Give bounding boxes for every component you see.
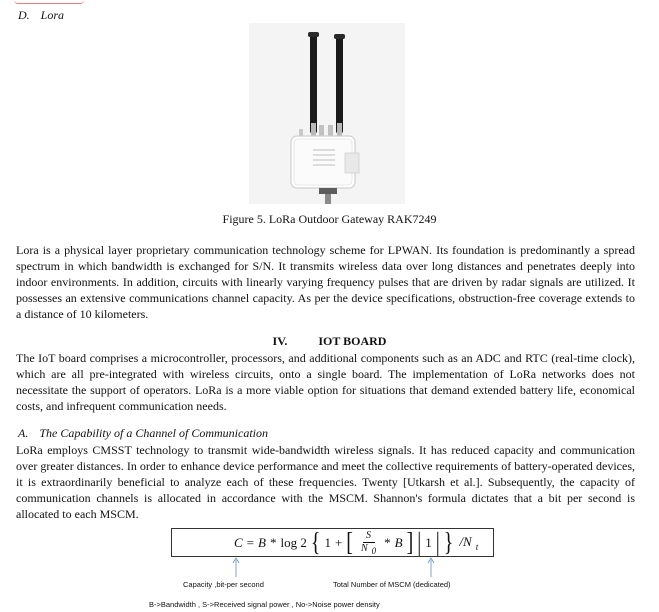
formula-plus: + [334, 535, 343, 550]
formula-div-sub: t [475, 541, 479, 552]
main-heading-number: IV. [272, 334, 288, 348]
pipe-close: | [435, 528, 440, 557]
sub-heading-number: A. [18, 426, 29, 440]
bracket-open: [ [346, 528, 353, 557]
formula-inner-one: 1 [425, 535, 432, 550]
fraction-den-sub: 0 [371, 545, 377, 556]
formula-b2: B [394, 535, 403, 550]
figure-caption: Figure 5. LoRa Outdoor Gateway RAK7249 [222, 212, 437, 226]
fraction-numerator: S [366, 529, 372, 541]
brace-close: } [443, 528, 454, 557]
formula-one: 1 [324, 535, 331, 550]
formula-mul2: * [384, 535, 391, 550]
section-title: Lora [40, 8, 65, 22]
total-mscm-annotation: Total Number of MSCM (dedicated) [333, 580, 451, 589]
pipe-open: | [417, 528, 422, 557]
section-number: D. [18, 8, 30, 22]
formula-log: log 2 [280, 535, 307, 550]
lora-paragraph: Lora is a physical layer proprietary communication technology scheme for LPWAN. Its foundation is predominantly a spread spectrum in which bandwidth is exchanged for S/N. It transmits wireless data over long distances and penetrates deeply into indoor environments. In addition, circuits with linearly varying frequency pulses that are driven by radar signals are utilized. It possesses an extensive communications channel capacity. As per the device specifications, obstruction-free coverage extends to a distance of 10 kilometers. [16, 243, 635, 321]
main-heading-title: IOT BOARD [318, 334, 387, 348]
formula-c: C [234, 535, 243, 550]
bracket-close: ] [406, 528, 414, 557]
formula-eq: = [246, 535, 255, 550]
capacity-annotation: Capacity ,bit-per second [183, 580, 264, 589]
formula-b: B [258, 535, 266, 550]
sub-heading-title: The Capability of a Channel of Communication [39, 426, 269, 440]
iot-board-paragraph: The IoT board comprises a microcontroller, processors, and additional components such as an ADC and RTC (real-time clock), which are all pre-integrated with wireless circuits, onto a single board. The implementation of LoRa networks does not necessitate the support of operators. LoRa is a more viable option for situations that demand extended battery life, economical costs, and infrequent communication needs. [16, 351, 635, 413]
formula-mul: * [269, 535, 277, 550]
brace-open: { [310, 528, 321, 557]
symbol-legend: B->Bandwidth , S->Received signal power , No->Noise power density [149, 600, 380, 609]
channel-capability-paragraph: LoRa employs CMSST technology to transmit wide-bandwidth wireless signals. It has reduced capacity and communication over greater distances. In order to enhance device performance and meet the collective requirements of battery-operated devices, it is extraordinarily beneficial to analyze each of these frequencies. Twenty [Utkarsh et al.]. Subsequently, the capacity of communication channels is allocated in accordance with the MSCM. Shannon's formula dictates that a bit per second is allocated to each MSCM. [16, 443, 635, 521]
fraction-den-letter: N [360, 542, 368, 554]
formula-div-n: /N [459, 534, 472, 550]
